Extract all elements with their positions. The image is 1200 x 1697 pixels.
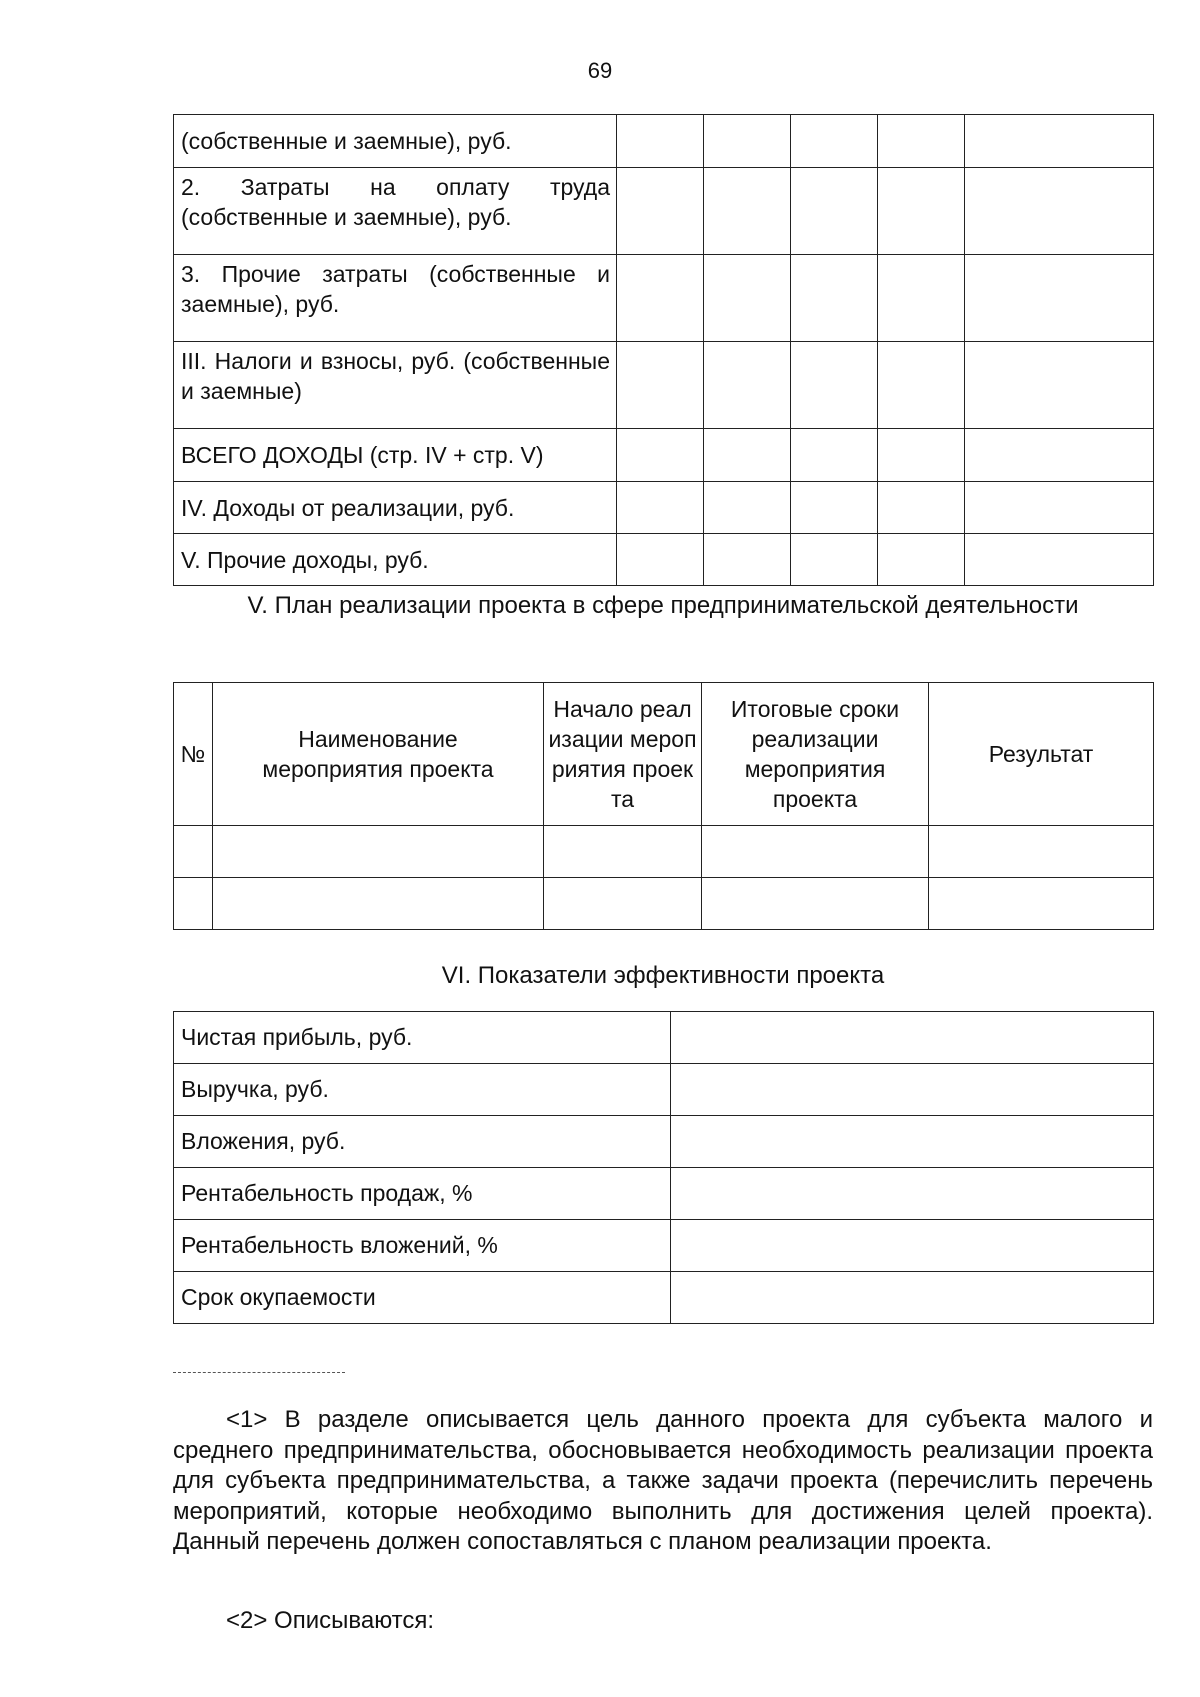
value-cell <box>791 255 878 342</box>
table-cell <box>929 826 1154 878</box>
column-header-start: Начало реализации мероприятия проекта <box>544 683 702 826</box>
indicator-label: Рентабельность вложений, % <box>174 1220 671 1272</box>
value-cell <box>617 342 704 429</box>
table-row <box>174 168 1154 255</box>
value-cell <box>617 168 704 255</box>
row-label: 2. Затраты на оплату труда (собственные и заемные), руб. <box>174 168 617 255</box>
value-cell <box>965 115 1154 168</box>
indicator-label: Выручка, руб. <box>174 1064 671 1116</box>
table-row <box>174 878 1154 930</box>
efficiency-indicators-table <box>173 1011 1154 1324</box>
value-cell <box>617 429 704 482</box>
table-cell <box>174 878 213 930</box>
column-header-name: Наименование мероприятия проекта <box>213 683 544 826</box>
row-label: V. Прочие доходы, руб. <box>174 534 617 586</box>
value-cell <box>791 342 878 429</box>
value-cell <box>965 534 1154 586</box>
row-label: 3. Прочие затраты (собственные и заемные), руб. <box>174 255 617 342</box>
table-row <box>174 115 1154 168</box>
footnote-1: <1> В разделе описывается цель данного проекта для субъекта малого и среднего предпринимательства, обосновывается необходимость реализации проекта для субъекта предпринимательства, а также задачи проекта (перечислить перечень мероприятий, которые необходимо выполнить для достижения целей проекта). Данный перечень должен сопоставляться с планом реализации проекта. <box>173 1406 1153 1555</box>
value-cell <box>878 168 965 255</box>
row-label: III. Налоги и взносы, руб. (собственные и заемные) <box>174 342 617 429</box>
implementation-plan-table <box>173 682 1154 930</box>
value-cell <box>965 255 1154 342</box>
row-label: (собственные и заемные), руб. <box>174 115 617 168</box>
value-cell <box>704 482 791 534</box>
column-header-result: Результат <box>929 683 1154 826</box>
indicator-label: Чистая прибыль, руб. <box>174 1012 671 1064</box>
row-label: IV. Доходы от реализации, руб. <box>174 482 617 534</box>
column-header-deadline: Итоговые сроки реализации мероприятия проекта <box>702 683 929 826</box>
value-cell <box>704 255 791 342</box>
table-cell <box>213 826 544 878</box>
table-row <box>174 1272 1154 1324</box>
value-cell <box>965 482 1154 534</box>
value-cell <box>791 429 878 482</box>
value-cell <box>878 429 965 482</box>
table-row <box>174 534 1154 586</box>
table-row <box>174 1116 1154 1168</box>
value-cell <box>965 168 1154 255</box>
table-header-row <box>174 683 1154 826</box>
value-cell <box>878 115 965 168</box>
table-row <box>174 1064 1154 1116</box>
table-row <box>174 429 1154 482</box>
indicator-label: Срок окупаемости <box>174 1272 671 1324</box>
table-row <box>174 482 1154 534</box>
indicator-value <box>671 1064 1154 1116</box>
value-cell <box>617 482 704 534</box>
indicator-value <box>671 1220 1154 1272</box>
column-header-number: № <box>174 683 213 826</box>
indicator-value <box>671 1012 1154 1064</box>
section-5-title: V. План реализации проекта в сфере предпринимательской деятельности <box>247 592 1079 619</box>
value-cell <box>878 342 965 429</box>
value-cell <box>878 534 965 586</box>
value-cell <box>965 342 1154 429</box>
value-cell <box>704 534 791 586</box>
table-row <box>174 1012 1154 1064</box>
section-6-title: VI. Показатели эффективности проекта <box>441 962 885 989</box>
indicator-value <box>671 1272 1154 1324</box>
table-cell <box>544 878 702 930</box>
value-cell <box>704 342 791 429</box>
row-label: ВСЕГО ДОХОДЫ (стр. IV + стр. V) <box>174 429 617 482</box>
footnote-2: <2> Описываются: <box>226 1607 435 1634</box>
table-cell <box>213 878 544 930</box>
value-cell <box>704 168 791 255</box>
table-cell <box>702 826 929 878</box>
page-number: 69 <box>587 58 613 83</box>
value-cell <box>617 255 704 342</box>
table-row <box>174 1220 1154 1272</box>
value-cell <box>791 168 878 255</box>
value-cell <box>704 115 791 168</box>
indicator-label: Рентабельность продаж, % <box>174 1168 671 1220</box>
value-cell <box>878 255 965 342</box>
table-row <box>174 342 1154 429</box>
table-cell <box>174 826 213 878</box>
table-cell <box>544 826 702 878</box>
value-cell <box>617 534 704 586</box>
footnote-divider <box>173 1372 345 1373</box>
value-cell <box>878 482 965 534</box>
table-row <box>174 255 1154 342</box>
table-cell <box>929 878 1154 930</box>
value-cell <box>965 429 1154 482</box>
costs-income-table <box>173 114 1154 586</box>
table-row <box>174 826 1154 878</box>
value-cell <box>791 482 878 534</box>
indicator-label: Вложения, руб. <box>174 1116 671 1168</box>
indicator-value <box>671 1168 1154 1220</box>
value-cell <box>791 115 878 168</box>
value-cell <box>791 534 878 586</box>
indicator-value <box>671 1116 1154 1168</box>
table-row <box>174 1168 1154 1220</box>
value-cell <box>617 115 704 168</box>
table-cell <box>702 878 929 930</box>
value-cell <box>704 429 791 482</box>
